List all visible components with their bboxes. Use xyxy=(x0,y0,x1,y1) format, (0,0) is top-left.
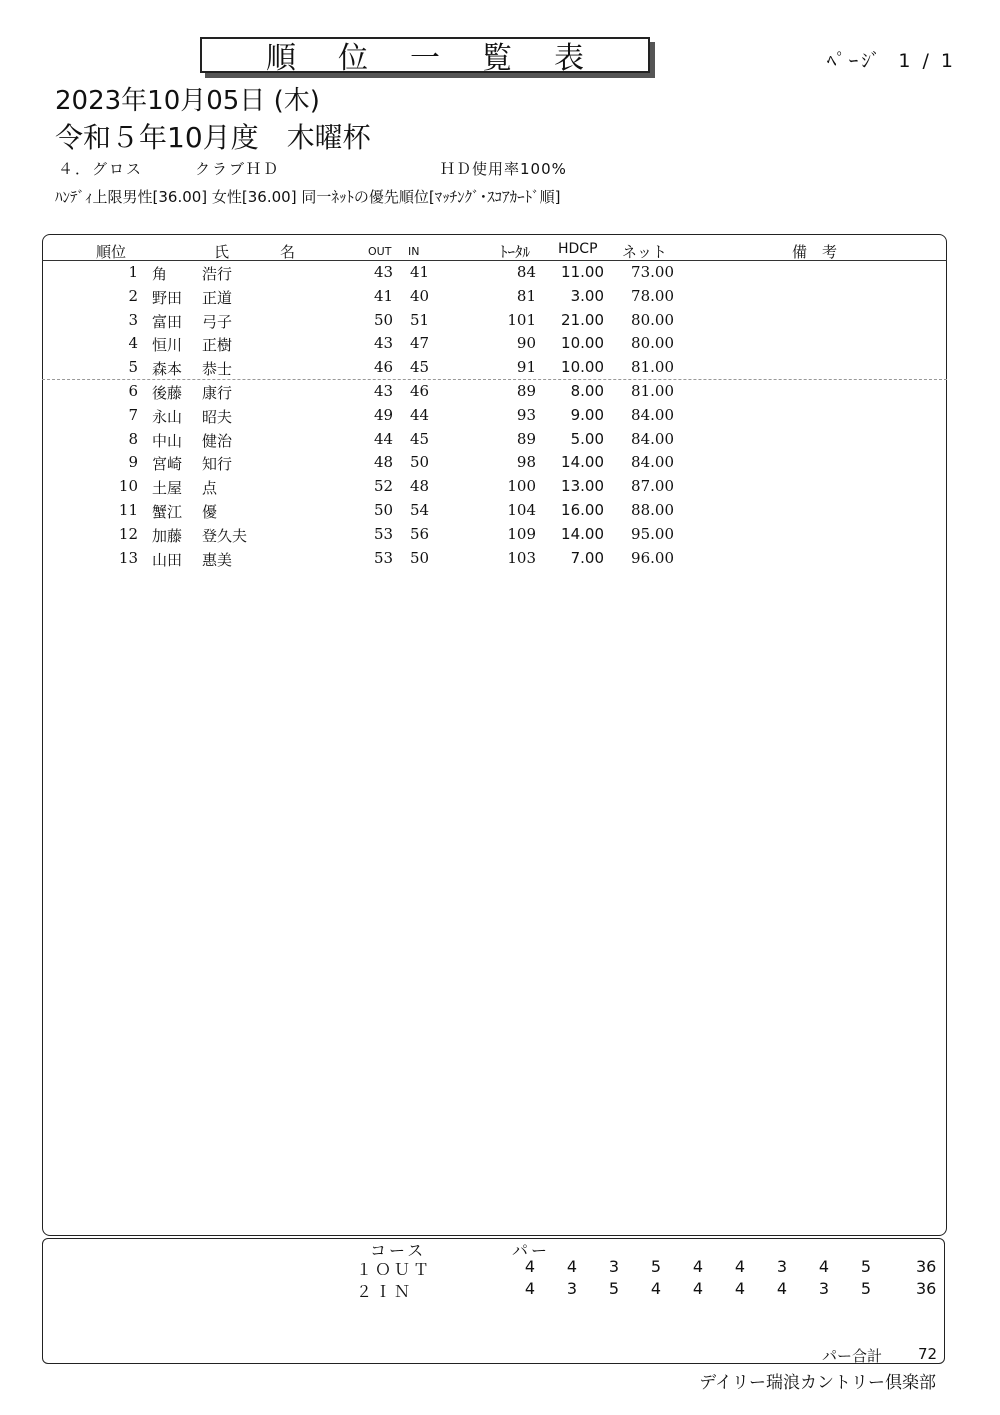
cell-net: 84.00 xyxy=(631,429,674,448)
cell-hdcp: 9.00 xyxy=(570,405,604,424)
cell-total: 91 xyxy=(516,358,536,377)
cell-surname: 恒川 xyxy=(152,336,183,355)
cell-given: 正道 xyxy=(202,288,233,307)
course-par-total: 36 xyxy=(916,1279,937,1298)
col-header-total: ﾄｰﾀﾙ xyxy=(500,243,531,261)
cell-hdcp: 8.00 xyxy=(570,382,604,400)
event-date: 2023年10月05日 (木) xyxy=(55,86,320,116)
cell-rank: 10 xyxy=(118,477,138,496)
col-header-hdcp: HDCP xyxy=(558,241,598,257)
cell-surname: 山田 xyxy=(152,550,183,569)
col-header-net: ネット xyxy=(622,243,668,261)
cell-total: 81 xyxy=(516,286,536,305)
hole-par: 3 xyxy=(818,1279,830,1298)
cell-rank: 3 xyxy=(128,310,138,329)
cell-given: 優 xyxy=(202,503,218,521)
table-row xyxy=(0,382,1000,406)
col-header-out: OUT xyxy=(368,245,392,258)
cell-net: 95.00 xyxy=(631,524,674,543)
cell-surname: 野田 xyxy=(152,288,183,307)
cell-out: 43 xyxy=(374,334,394,353)
cell-surname: 加藤 xyxy=(152,526,183,545)
table-row xyxy=(0,287,1000,311)
cell-given: 昭夫 xyxy=(202,407,233,426)
cell-out: 48 xyxy=(374,453,394,472)
cell-rank: 2 xyxy=(128,286,138,305)
cell-surname: 宮崎 xyxy=(152,455,183,474)
cell-out: 43 xyxy=(374,263,394,281)
cell-given: 康行 xyxy=(202,384,233,402)
hole-par: 5 xyxy=(860,1257,872,1276)
table-row xyxy=(0,549,1000,573)
cell-out: 46 xyxy=(374,358,394,377)
cell-rank: 1 xyxy=(128,263,138,281)
cell-hdcp: 10.00 xyxy=(561,334,604,353)
cell-out: 43 xyxy=(374,382,394,400)
cell-out: 49 xyxy=(374,405,394,424)
cell-hdcp: 13.00 xyxy=(561,477,604,496)
col-header-in: IN xyxy=(408,245,420,258)
table-row xyxy=(0,453,1000,477)
cell-rank: 7 xyxy=(128,405,138,424)
table-row xyxy=(0,358,1000,382)
course-par-frame xyxy=(42,1238,945,1364)
cell-net: 96.00 xyxy=(631,548,674,567)
hole-par: 4 xyxy=(524,1257,536,1276)
table-row xyxy=(0,501,1000,525)
cell-total: 90 xyxy=(516,334,536,353)
competition-name: 令和５年10月度 木曜杯 xyxy=(55,121,371,154)
hole-par: 3 xyxy=(566,1279,578,1298)
cell-total: 84 xyxy=(516,263,536,281)
cell-net: 81.00 xyxy=(631,358,674,377)
header-divider xyxy=(42,260,947,261)
cell-net: 88.00 xyxy=(631,501,674,519)
cell-given: 惠美 xyxy=(202,550,233,569)
cell-total: 101 xyxy=(507,310,536,329)
cell-total: 104 xyxy=(507,501,536,519)
cell-net: 80.00 xyxy=(631,334,674,353)
cell-surname: 後藤 xyxy=(152,384,183,402)
cell-net: 84.00 xyxy=(631,405,674,424)
cell-given: 点 xyxy=(202,479,218,498)
cell-hdcp: 14.00 xyxy=(561,524,604,543)
hole-par: 4 xyxy=(650,1279,662,1298)
page-value: 1 / 1 xyxy=(898,50,956,72)
cell-out: 44 xyxy=(374,429,394,448)
cell-hdcp: 10.00 xyxy=(561,358,604,377)
hole-par: 4 xyxy=(734,1279,746,1298)
table-row xyxy=(0,525,1000,549)
hole-par: 5 xyxy=(608,1279,620,1298)
cell-surname: 蟹江 xyxy=(152,503,183,521)
hd-type: クラブＨＤ xyxy=(195,160,281,178)
cell-surname: 土屋 xyxy=(152,479,183,498)
cell-out: 52 xyxy=(374,477,394,496)
table-row xyxy=(0,334,1000,358)
cell-in: 45 xyxy=(410,358,430,377)
hole-par: 4 xyxy=(818,1257,830,1276)
handicap-rules: ﾊﾝﾃﾞｨ上限男性[36.00] 女性[36.00] 同一ﾈｯﾄの優先順位[ﾏｯﾁﾝｸﾞ･ｽｺｱｶｰﾄﾞ順] xyxy=(55,188,561,206)
page-indicator xyxy=(827,46,956,73)
cell-hdcp: 21.00 xyxy=(561,310,604,329)
cell-given: 弓子 xyxy=(202,312,233,331)
cell-given: 浩行 xyxy=(202,265,233,283)
col-header-rank: 順位 xyxy=(96,243,127,261)
cell-in: 40 xyxy=(410,286,430,305)
table-row xyxy=(0,406,1000,430)
table-row xyxy=(0,430,1000,454)
section-label: ４．グロス xyxy=(58,160,144,178)
cell-net: 78.00 xyxy=(631,286,674,305)
cell-given: 恭士 xyxy=(202,360,233,379)
cell-total: 98 xyxy=(516,453,536,472)
cell-in: 50 xyxy=(410,453,430,472)
cell-in: 56 xyxy=(410,524,430,543)
cell-hdcp: 3.00 xyxy=(570,286,604,305)
cell-total: 100 xyxy=(507,477,536,496)
document-title: 順位一覧表 xyxy=(200,37,650,73)
par-label: パー xyxy=(512,1241,551,1260)
hole-par: 5 xyxy=(860,1279,872,1298)
club-name: デイリー瑞浪カントリー倶楽部 xyxy=(699,1373,936,1393)
cell-net: 73.00 xyxy=(631,263,674,281)
cell-surname: 永山 xyxy=(152,407,183,426)
hole-par: 4 xyxy=(776,1279,788,1298)
cell-in: 54 xyxy=(410,501,430,519)
cell-given: 健治 xyxy=(202,431,233,450)
hole-par: 3 xyxy=(608,1257,620,1276)
cell-rank: 4 xyxy=(128,334,138,353)
hole-par: 4 xyxy=(692,1279,704,1298)
col-header-name-1: 氏 xyxy=(214,243,230,261)
cell-in: 45 xyxy=(410,429,430,448)
cell-in: 44 xyxy=(410,405,430,424)
cell-rank: 5 xyxy=(128,358,138,377)
hd-rate: ＨＤ使用率100% xyxy=(440,160,567,178)
table-row xyxy=(0,477,1000,501)
cell-surname: 富田 xyxy=(152,312,183,331)
cell-hdcp: 14.00 xyxy=(561,453,604,472)
cell-net: 87.00 xyxy=(631,477,674,496)
par-total-label: パー合計 xyxy=(822,1347,883,1365)
hole-par: 4 xyxy=(566,1257,578,1276)
cell-in: 46 xyxy=(410,382,430,400)
course-label: コース xyxy=(370,1241,427,1260)
cell-rank: 11 xyxy=(118,501,138,519)
cell-hdcp: 7.00 xyxy=(570,548,604,567)
cell-in: 41 xyxy=(410,263,430,281)
cell-given: 登久夫 xyxy=(202,526,248,545)
col-header-remarks: 備 考 xyxy=(792,243,838,261)
cell-net: 84.00 xyxy=(631,453,674,472)
cell-in: 48 xyxy=(410,477,430,496)
course-par-total: 36 xyxy=(916,1257,937,1276)
cell-given: 知行 xyxy=(202,455,233,474)
cell-out: 41 xyxy=(374,286,394,305)
hole-par: 4 xyxy=(734,1257,746,1276)
course-name: ２ＩＮ xyxy=(356,1282,414,1301)
cell-rank: 8 xyxy=(128,429,138,448)
table-row xyxy=(0,311,1000,335)
course-name: １ＯＵＴ xyxy=(356,1260,433,1279)
cell-surname: 森本 xyxy=(152,360,183,379)
hole-par: 4 xyxy=(524,1279,536,1298)
col-header-name-2: 名 xyxy=(280,243,296,261)
cell-rank: 13 xyxy=(118,548,138,567)
cell-total: 93 xyxy=(516,405,536,424)
cell-rank: 12 xyxy=(118,524,138,543)
hole-par: 4 xyxy=(692,1257,704,1276)
cell-out: 50 xyxy=(374,501,394,519)
cell-net: 81.00 xyxy=(631,382,674,400)
cell-hdcp: 11.00 xyxy=(561,263,604,281)
cell-in: 51 xyxy=(410,310,430,329)
hole-par: 3 xyxy=(776,1257,788,1276)
cell-surname: 角 xyxy=(152,265,168,283)
cell-net: 80.00 xyxy=(631,310,674,329)
cell-total: 89 xyxy=(516,429,536,448)
table-row xyxy=(0,263,1000,287)
cell-out: 53 xyxy=(374,524,394,543)
cell-in: 50 xyxy=(410,548,430,567)
par-total-value: 72 xyxy=(918,1345,938,1363)
cell-out: 50 xyxy=(374,310,394,329)
cell-total: 103 xyxy=(507,548,536,567)
page-label: ﾍﾟｰｼﾞ xyxy=(826,50,884,72)
cell-surname: 中山 xyxy=(152,431,183,450)
cell-hdcp: 5.00 xyxy=(570,429,604,448)
cell-total: 109 xyxy=(507,524,536,543)
cell-total: 89 xyxy=(516,382,536,400)
cell-hdcp: 16.00 xyxy=(561,501,604,519)
hole-par: 5 xyxy=(650,1257,662,1276)
cell-out: 53 xyxy=(374,548,394,567)
cell-given: 正樹 xyxy=(202,336,233,355)
cell-rank: 9 xyxy=(128,453,138,472)
cell-rank: 6 xyxy=(128,382,138,400)
cell-in: 47 xyxy=(410,334,430,353)
